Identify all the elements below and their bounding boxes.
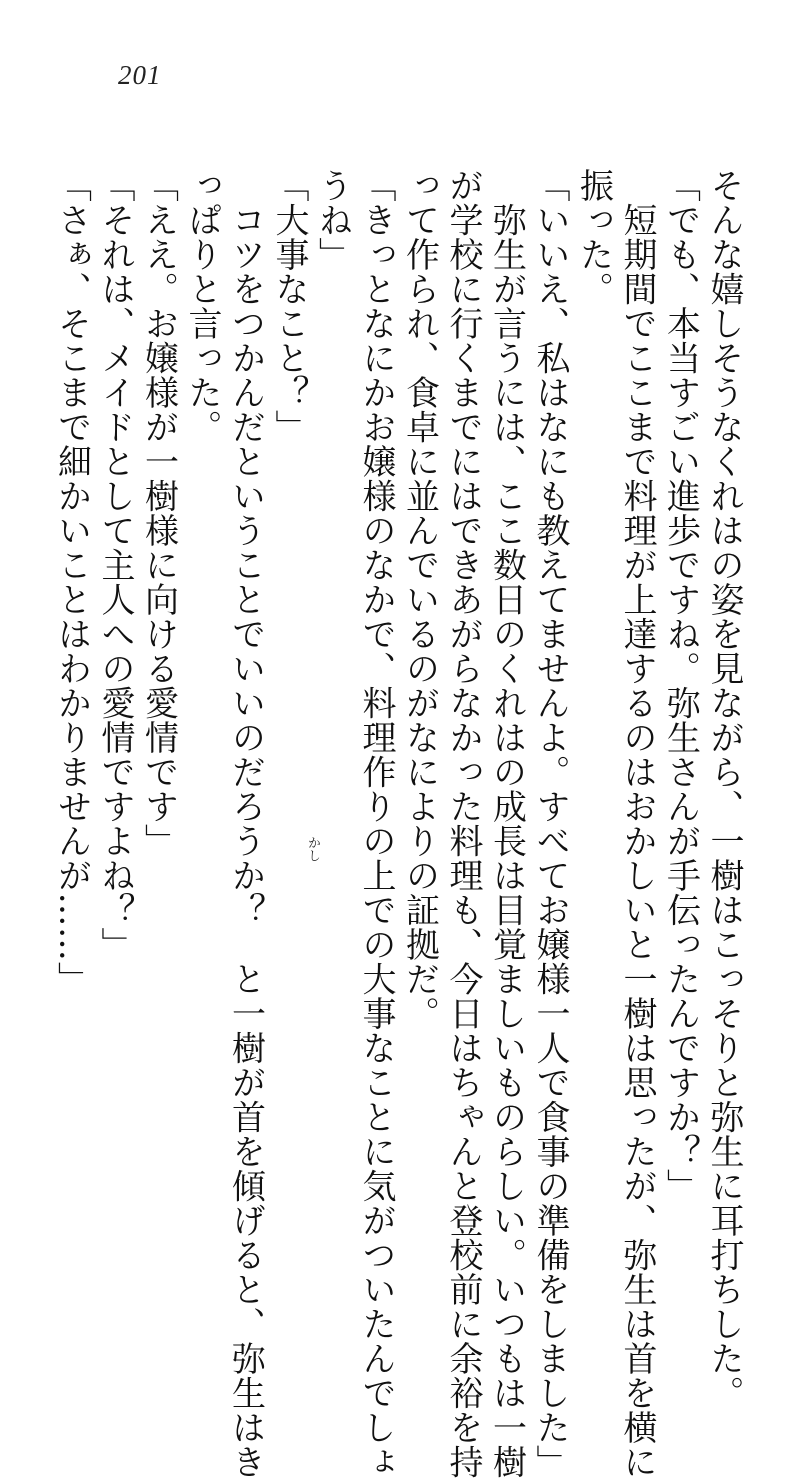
text-line: って作られ、食卓に並んでいるのがなによりの証拠だ。: [399, 168, 440, 1031]
text-line: コツをつかんだということでいいのだろうか？ と一樹が首を傾げると、弥生はき: [225, 168, 266, 1479]
text-line: 「きっとなにかお嬢様のなかで、料理作りの上での大事なことに気がついたんでしょ: [356, 168, 396, 1479]
furigana-ruby: かし: [305, 836, 320, 862]
text-line: 「それは、メイドとして主人への愛情ですよね？」: [95, 168, 135, 962]
text-line: 「さぁ、そこまで細かいことはわかりませんが……」: [51, 168, 92, 996]
text-line: 「ええ。お嬢様が一樹様に向ける愛情です」: [138, 168, 179, 858]
page-number: 201: [118, 60, 162, 90]
text-line: 弥生が言うには、ここ数日のくれはの成長は目覚ましいものらしい。いつもは一樹: [486, 168, 527, 1479]
text-line: が学校に行くまでにはできあがらなかった料理も、今日はちゃんと登校前に余裕を持: [443, 168, 483, 1479]
text-line: 短期間でここまで料理が上達するのはおかしいと一樹は思ったが、弥生は首を横に: [617, 168, 657, 1479]
text-line: 「いいえ、私はなにも教えてませんよ。すべてお嬢様一人で食事の準備をしました」: [530, 168, 570, 1479]
text-line: 「でも、本当すごい進歩ですね。弥生さんが手伝ったんですか？」: [660, 168, 701, 1203]
text-line: そんな嬉しそうなくれはの姿を見ながら、一樹はこっそりと弥生に耳打ちした。: [704, 168, 744, 1410]
vertical-text-block: [49, 168, 745, 1479]
text-line: 「大事なこと？」: [269, 168, 309, 444]
text-line: 振った。: [573, 168, 614, 306]
text-line: っぱりと言った。: [182, 168, 222, 444]
text-line: うね」: [312, 168, 353, 272]
